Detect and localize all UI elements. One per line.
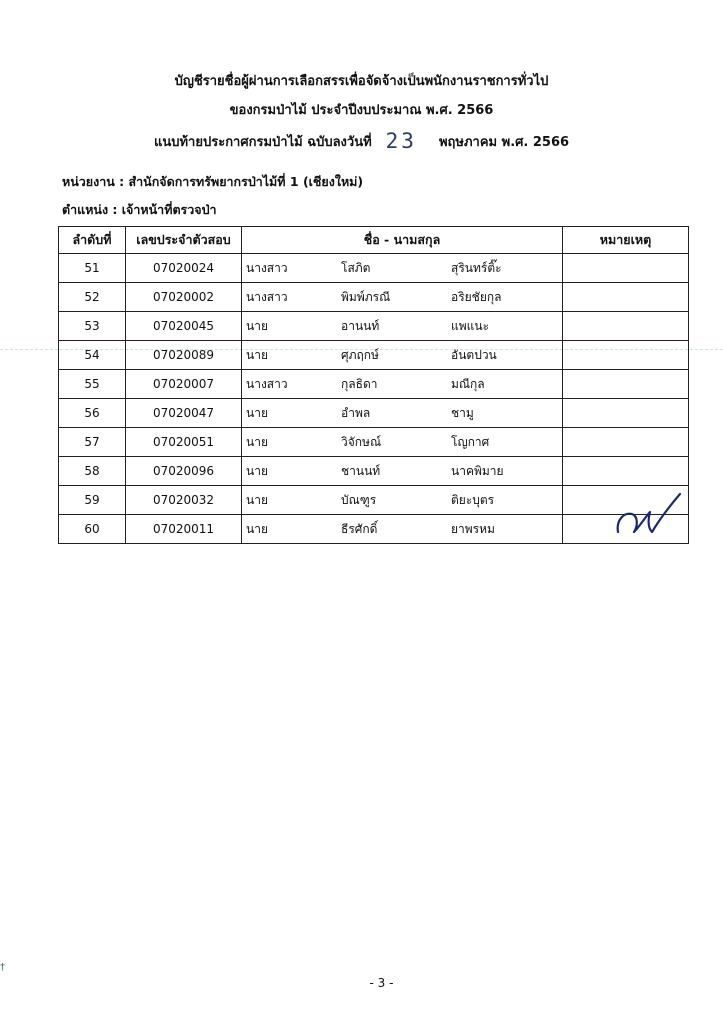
signature-mark [610,490,690,540]
header-exam-id: เลขประจำตัวสอบ [126,227,242,254]
remark-cell [563,312,689,341]
announcement-date-suffix: พฤษภาคม พ.ศ. 2566 [438,135,570,150]
exam-id: 07020011 [126,515,242,544]
position-line: ตำแหน่ง : เจ้าหน้าที่ตรวจป่า [62,202,217,217]
exam-id: 07020024 [126,254,242,283]
remark-cell [563,254,689,283]
row-number: 60 [59,515,126,544]
remark-cell [563,399,689,428]
header-name: ชื่อ - นามสกุล [242,227,563,254]
name-prefix: นาย [246,405,268,420]
announcement-prefix: แนบท้ายประกาศกรมป่าไม้ ฉบับลงวันที่ [153,135,372,150]
document-title-line-2: ของกรมป่าไม้ ประจำปีงบประมาณ พ.ศ. 2566 [229,103,494,118]
first-name: กุลธิดา [341,376,378,391]
name-prefix: นาย [246,492,268,507]
first-name: อำพล [341,405,371,420]
document-title-line-3 [0,127,723,152]
candidate-name-cell [242,428,563,457]
exam-id: 07020051 [126,428,242,457]
last-name: ชามู [451,405,474,420]
candidate-name-cell [242,399,563,428]
exam-id: 07020032 [126,486,242,515]
name-prefix: นางสาว [246,260,288,275]
remark-cell [563,457,689,486]
table-row [59,399,689,428]
exam-id: 07020096 [126,457,242,486]
candidate-name-cell [242,515,563,544]
candidate-name-cell [242,283,563,312]
last-name: แพแนะ [451,318,490,333]
row-number: 55 [59,370,126,399]
table-row [59,457,689,486]
candidate-table [58,226,689,544]
row-number: 52 [59,283,126,312]
table-row [59,341,689,370]
name-prefix: นาย [246,434,268,449]
header-no: ลำดับที่ [59,227,126,254]
table-row [59,283,689,312]
name-prefix: นางสาว [246,376,288,391]
first-name: บัณฑูร [341,492,377,507]
name-prefix: นาย [246,347,268,362]
table-header-row [59,227,689,254]
remark-cell [563,428,689,457]
last-name: ยาพรหม [451,521,495,536]
row-number: 51 [59,254,126,283]
candidate-name-cell [242,254,563,283]
table-row [59,370,689,399]
document-title-line-1: บัญชีรายชื่อผู้ผ่านการเลือกสรรเพื่อจัดจ้างเป็นพนักงานราชการทั่วไป [174,74,549,89]
first-name: ธีรศักดิ์ [341,521,378,536]
page-number: - 3 - [369,976,394,990]
remark-cell [563,341,689,370]
candidate-name-cell [242,312,563,341]
exam-id: 07020089 [126,341,242,370]
row-number: 53 [59,312,126,341]
first-name: ชานนท์ [341,463,381,478]
header-remark: หมายเหตุ [563,227,689,254]
table-row [59,515,689,544]
row-number: 59 [59,486,126,515]
row-number: 57 [59,428,126,457]
candidate-name-cell [242,486,563,515]
exam-id: 07020047 [126,399,242,428]
name-prefix: นาย [246,318,268,333]
last-name: มณีกุล [451,376,485,391]
name-prefix: นาย [246,463,268,478]
table-body [59,254,689,544]
exam-id: 07020002 [126,283,242,312]
candidate-name-cell [242,457,563,486]
last-name: โญกาศ [451,434,490,449]
name-prefix: นาย [246,521,268,536]
unit-line: หน่วยงาน : สำนักจัดการทรัพยากรป่าไม้ที่ 1 (เชียงใหม่) [62,174,364,189]
candidate-name-cell [242,341,563,370]
last-name: ติยะบุตร [451,492,495,507]
last-name: สุรินทร์ติ๊ะ [451,260,502,275]
remark-cell [563,283,689,312]
name-prefix: นางสาว [246,289,288,304]
table-row [59,486,689,515]
last-name: อันตปวน [451,347,497,362]
table-row [59,254,689,283]
exam-id: 07020007 [126,370,242,399]
handwritten-day: 23 [385,129,417,153]
first-name: วิจักษณ์ [341,434,382,449]
last-name: อริยชัยกุล [451,289,502,304]
first-name: อานนท์ [341,318,380,333]
first-name: พิมพ์ภรณี [341,289,391,304]
scan-edge-mark: † [0,962,5,973]
table-row [59,312,689,341]
first-name: โสภิต [341,260,371,275]
last-name: นาคพิมาย [451,463,504,478]
first-name: ศุภฤกษ์ [341,347,379,362]
row-number: 54 [59,341,126,370]
row-number: 58 [59,457,126,486]
candidate-name-cell [242,370,563,399]
table-row [59,428,689,457]
row-number: 56 [59,399,126,428]
remark-cell [563,370,689,399]
exam-id: 07020045 [126,312,242,341]
